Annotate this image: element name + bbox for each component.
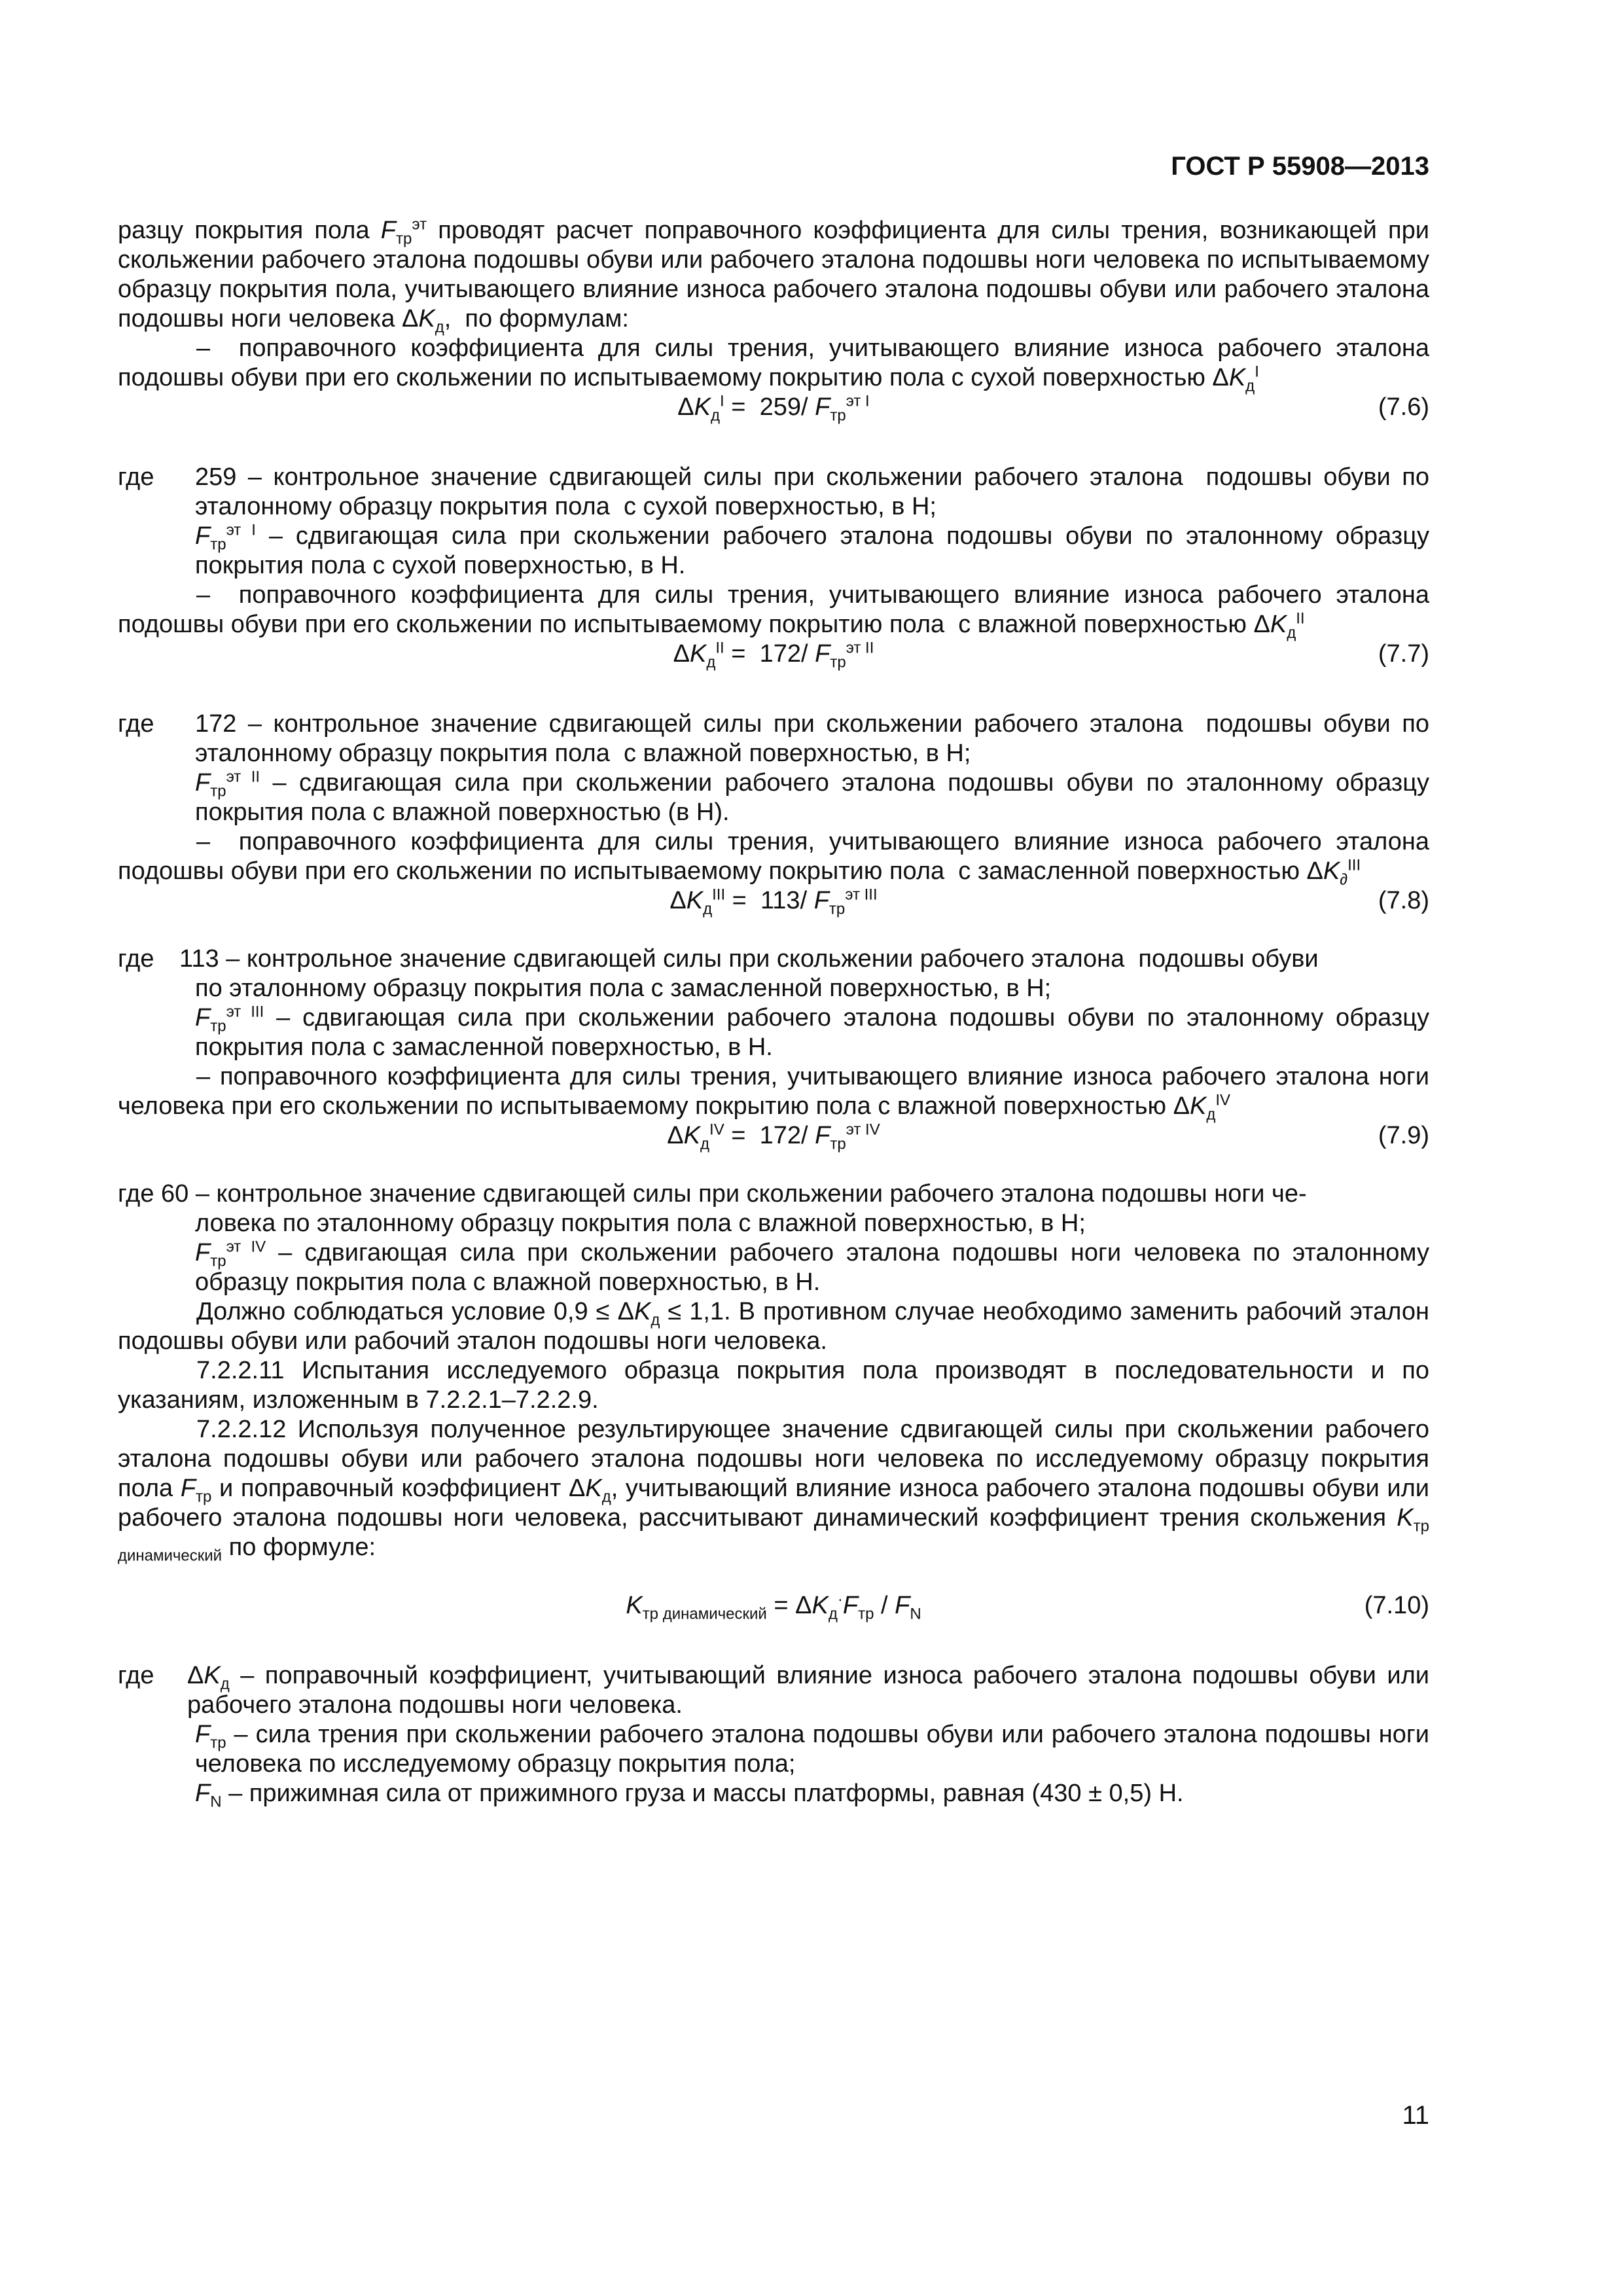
formula-7-6-expression: $\Delta K_д^I = 259/$ $F_{тр}^{эт I}$: [677, 392, 870, 425]
where-113-cont: по эталонному образцу покрытия пола с замасленной поверхностью, в Н;: [195, 975, 1052, 1002]
where-60: где 60 – контрольное значение сдвигающей силы при скольжении рабочего эталона подошвы ноги че-: [118, 1180, 1307, 1208]
formula-7-10: [118, 1591, 1429, 1621]
formula-7-8-number: (7.8): [1378, 887, 1429, 914]
def-ftr-et-1: $F_{тр}^{эт I}$ – сдвигающая сила при скольжении рабочего эталона подошвы обуви по эталонному образцу покрытия пола с сухой поверхностью, в Н.: [195, 521, 1429, 579]
def-fn: $F_N$ – прижимная сила от прижимного груза и массы платформы, равная (430 ± 0,5) Н.: [195, 1780, 1184, 1811]
def-ftr-et-3: $F_{тр}^{эт III}$ – сдвигающая сила при скольжении рабочего эталона подошвы обуви по эталонному образцу покрытия пола с замасленной поверхностью, в Н.: [195, 1003, 1429, 1061]
paragraph-7-2-2-11: 7.2.2.11 Испытания исследуемого образца покрытия пола производят в последовательности и по указаниям, изложенным в 7.2.2.1–7.2.2.9.: [118, 1357, 1429, 1414]
page-body: [118, 215, 1429, 1811]
formula-7-7: [118, 639, 1429, 672]
formula-7-8: [118, 886, 1429, 916]
where-259: где 259 – контрольное значение сдвигающей силы при скольжении рабочего эталона подошвы обуви по эталонному образцу покрытия пола с сухой поверхностью, в Н;: [118, 463, 1429, 520]
formula-7-6-number: (7.6): [1378, 393, 1429, 421]
formula-7-10-expression: $K_{тр динамический} = \Delta K_д^\cdot F_{тр} / F_N$: [626, 1590, 921, 1623]
def-ftr-et-2: $F_{тр}^{эт II}$ – сдвигающая сила при скольжении рабочего эталона подошвы обуви по эталонному образцу покрытия пола с влажной поверхностью (в Н).: [195, 768, 1429, 826]
where-delta-k: где $\Delta K_д$ – поправочный коэффициент, учитывающий влияние износа рабочего эталона подошвы обуви или рабочего эталона подошвы ноги человека.: [118, 1662, 1429, 1719]
where-113: где 113 – контрольное значение сдвигающей силы при скольжении рабочего эталона подошвы обуви: [118, 945, 1319, 973]
formula-7-7-number: (7.7): [1378, 640, 1429, 668]
item-wet: – поправочного коэффициента для силы трения, учитывающего влияние износа рабочего эталона подошвы обуви при его скольжении по испытываемому покрытию пола с влажной поверхностью $\Delta K_д^{II}$: [118, 581, 1429, 642]
formula-7-9-expression: $\Delta K_д^{IV} = 172/$ $F_{тр}^{эт IV}$: [667, 1121, 880, 1153]
where-172: где 172 – контрольное значение сдвигающей силы при скольжении рабочего эталона подошвы обуви по эталонному образцу покрытия пола с влажной поверхностью, в Н;: [118, 710, 1429, 767]
page-number: 11: [1402, 2101, 1429, 2130]
paragraph-7-2-2-12: 7.2.2.12 Используя полученное результирующее значение сдвигающей силы при скольжении рабочего эталона подошвы обуви или рабочего эталона подошвы ноги человека по исследуемому образцу покрытия пола $F_{тр}$ и поправочный коэффициент $\Delta K_д$, учитывающий влияние износа рабочего эталона подошвы обуви или рабочего эталона подошвы ноги человека, рассчитывают динамический коэффициент трения скольжения $K_{тр динамический}$ по формуле:: [118, 1416, 1429, 1565]
intro-paragraph: разцу покрытия пола $F_{тр}^{эт}$ проводят расчет поправочного коэффициента для силы трения, возникающей при скольжении рабочего эталона подошвы обуви или рабочего эталона подошвы ноги человека по испытываемому образцу покрытия пола, учитывающего влияние износа рабочего эталона подошвы обуви или рабочего эталона подошвы ноги человека $\Delta K_д$, по формулам:: [118, 215, 1429, 336]
def-ftr-et-4: $F_{тр}^{эт IV}$ – сдвигающая сила при скольжении рабочего эталона подошвы ноги человека по эталонному образцу покрытия пола с влажной поверхностью, в Н.: [195, 1238, 1429, 1296]
formula-7-8-expression: $\Delta K_д^{III} = 113/$ $F_{тр}^{эт III}$: [669, 886, 878, 918]
formula-7-9-number: (7.9): [1378, 1122, 1429, 1149]
formula-7-6: [118, 392, 1429, 425]
item-oily: – поправочного коэффициента для силы трения, учитывающего влияние износа рабочего эталона подошвы обуви при его скольжении по испытываемому покрытию пола с замасленной поверхностью $\Delta K_\partial^{III}$: [118, 828, 1429, 889]
formula-7-7-expression: $\Delta K_д^{II} = 172/$ $F_{тр}^{эт II}$: [673, 639, 874, 672]
item-foot-wet: – поправочного коэффициента для силы трения, учитывающего влияние износа рабочего эталона ноги человека при его скольжении по испытываемому покрытию пола с влажной поверхностью $\Delta K_д^{IV}$: [118, 1063, 1429, 1124]
def-ftr: $F_{тр}$ – сила трения при скольжении рабочего эталона подошвы обуви или рабочего эталона подошвы ноги человека по исследуемому образцу покрытия пола;: [195, 1721, 1429, 1778]
item-dry: – поправочного коэффициента для силы трения, учитывающего влияние износа рабочего эталона подошвы обуви при его скольжении по испытываемому покрытию пола с сухой поверхностью $\Delta K_д^I$: [118, 334, 1429, 395]
condition-paragraph: Должно соблюдаться условие $0,9 \le \Delta K_д \le 1,1$. В противном случае необходимо заменить рабочий эталон подошвы обуви или рабочий эталон подошвы ноги человека.: [118, 1298, 1429, 1355]
formula-7-9: [118, 1121, 1429, 1151]
page-header: ГОСТ Р 55908—2013: [1171, 152, 1429, 181]
formula-7-10-number: (7.10): [1364, 1592, 1429, 1619]
where-60-cont: ловека по эталонному образцу покрытия пола с влажной поверхностью, в Н;: [195, 1210, 1086, 1237]
